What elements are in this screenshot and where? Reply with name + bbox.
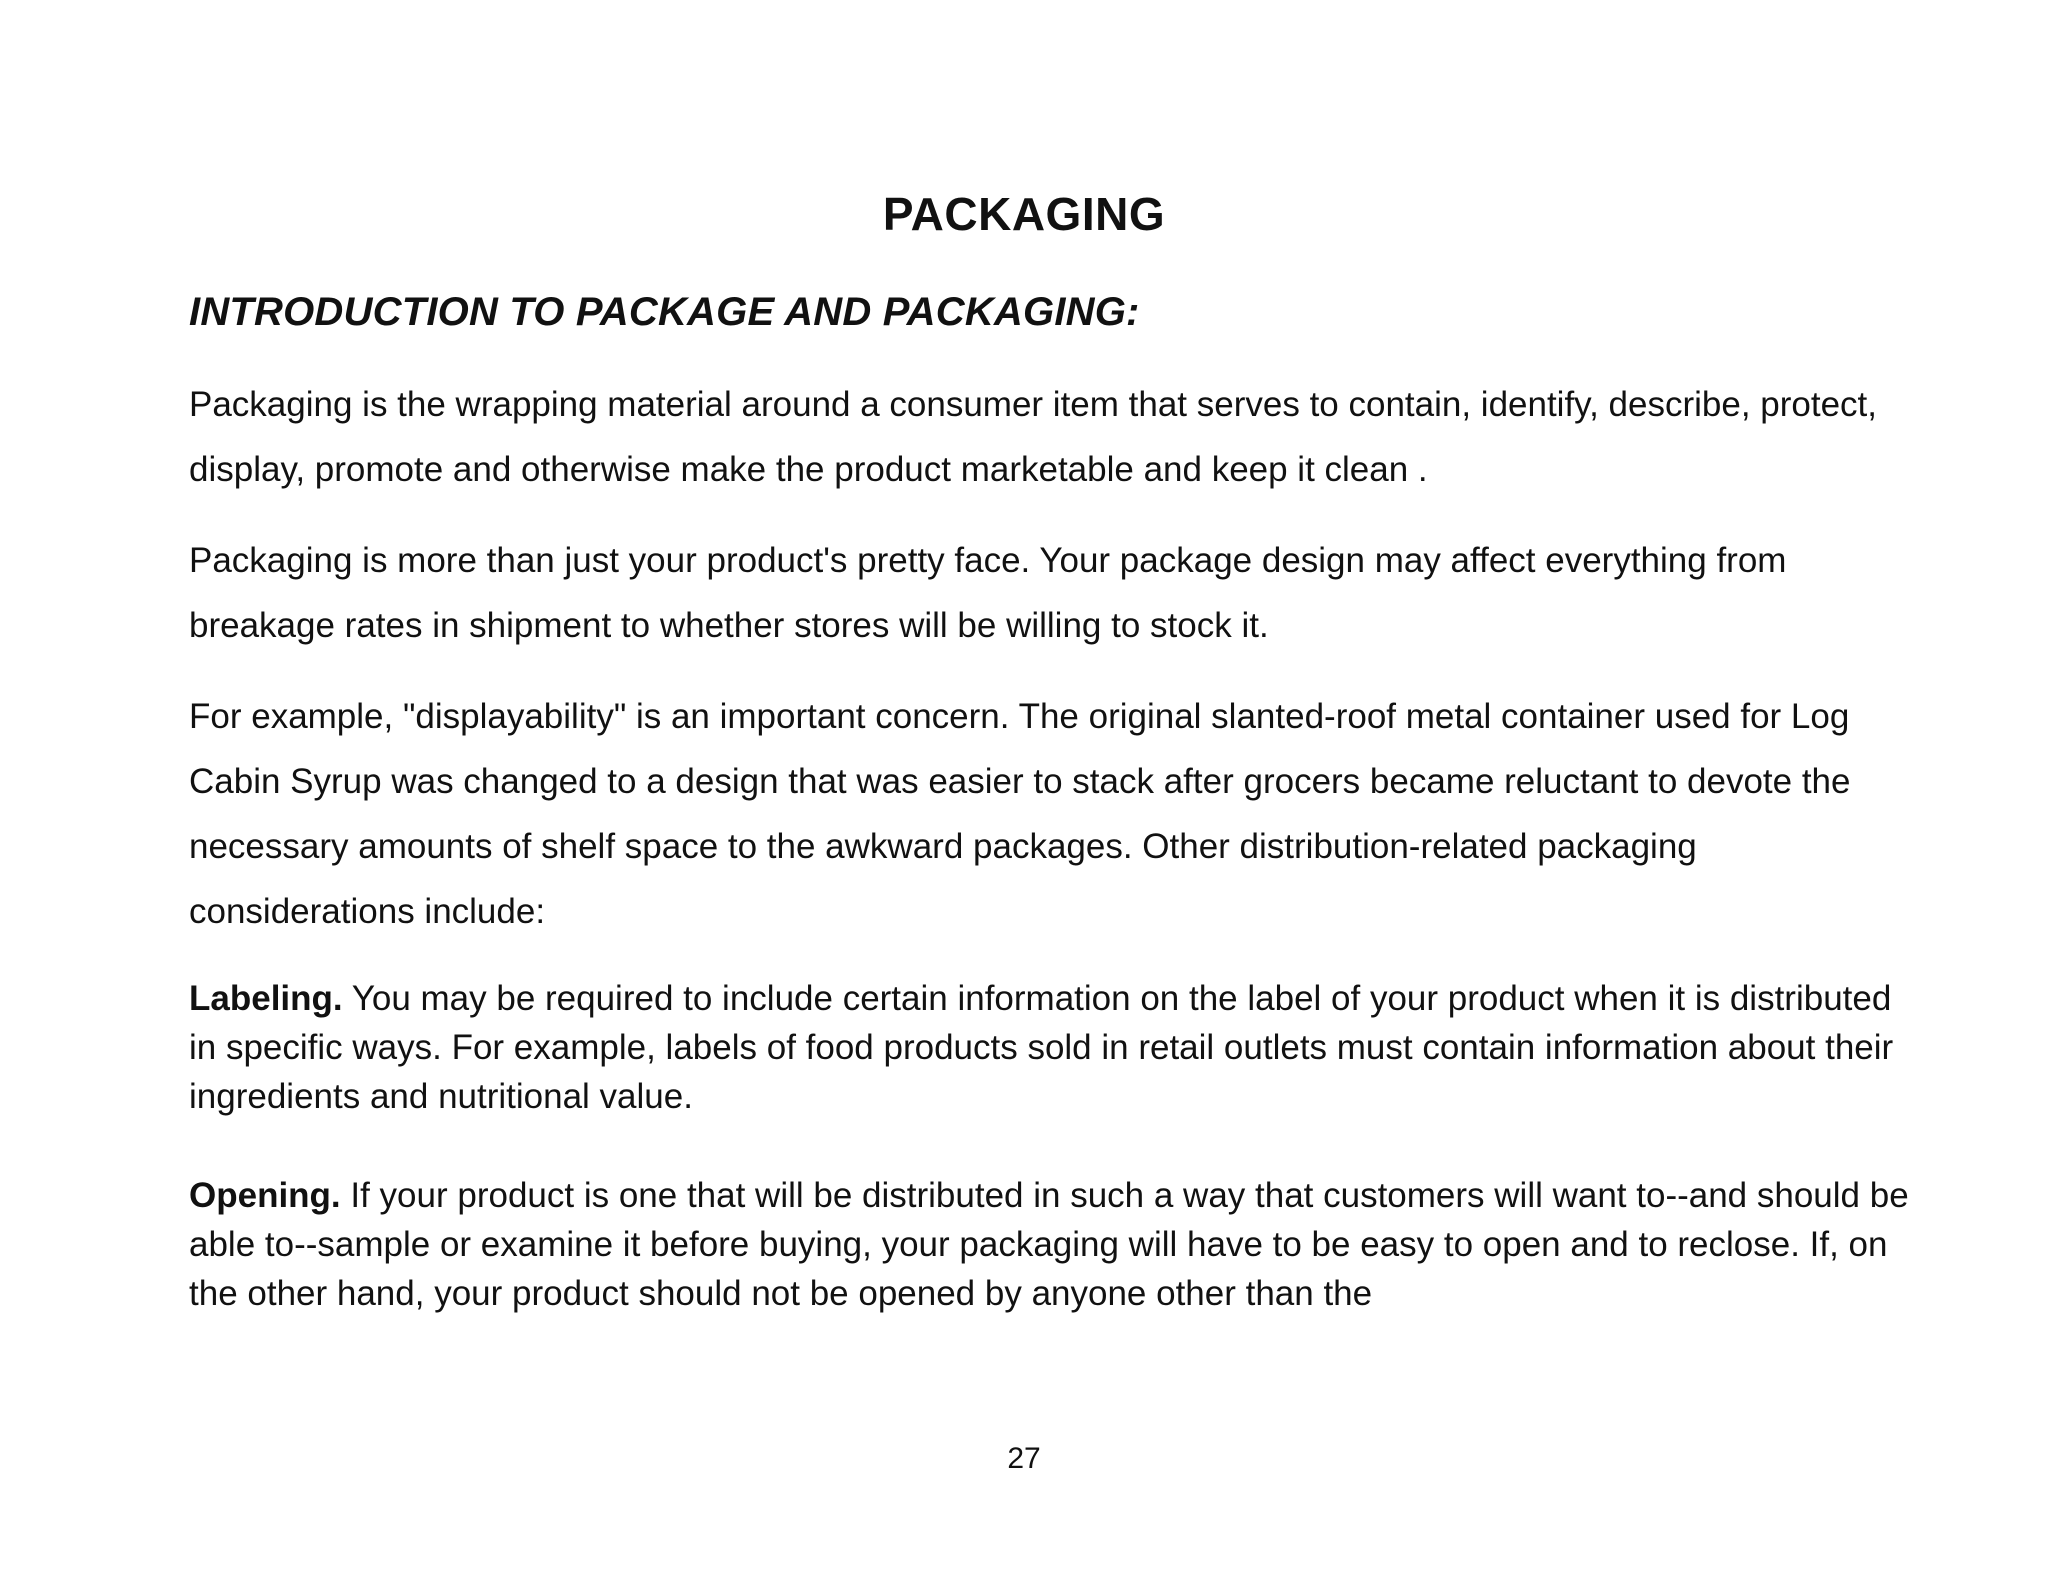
page-title: PACKAGING	[882, 188, 1166, 240]
section-subtitle: INTRODUCTION TO PACKAGE AND PACKAGING:	[189, 290, 1140, 334]
definition-text: You may be required to include certain information on the label of your product when it is distributed in specific ways. For example, labels of food products sold in retail outlets must contain information about their ingredients and nutritional value.	[189, 979, 1894, 1116]
paragraph: Packaging is more than just your product's pretty face. Your package design may affect everything from breakage rates in shipment to whether stores will be willing to stock it.	[189, 541, 1787, 645]
paragraph: For example, "displayability" is an important concern. The original slanted-roof metal container used for Log Cabin Syrup was changed to a design that was easier to stack after grocers became reluctant to devote the necessary amounts of shelf space to the awkward packages. Other distribution-related packaging considerations include:	[189, 697, 1851, 931]
definition-term: Opening.	[189, 1176, 341, 1215]
paragraph: Packaging is the wrapping material around a consumer item that serves to contain, identify, describe, protect, display, promote and otherwise make the product marketable and keep it clean .	[189, 385, 1877, 489]
definition-term: Labeling.	[189, 979, 343, 1018]
page-number: 27	[1007, 1442, 1041, 1475]
definition-text: If your product is one that will be distributed in such a way that customers will want to--and should be able to--sample or examine it before buying, your packaging will have to be easy to open and to reclose. If, on the other hand, your product should not be opened by anyone other than the	[189, 1176, 1909, 1313]
definition-opening	[189, 1171, 1909, 1318]
definition-labeling	[189, 974, 1909, 1121]
